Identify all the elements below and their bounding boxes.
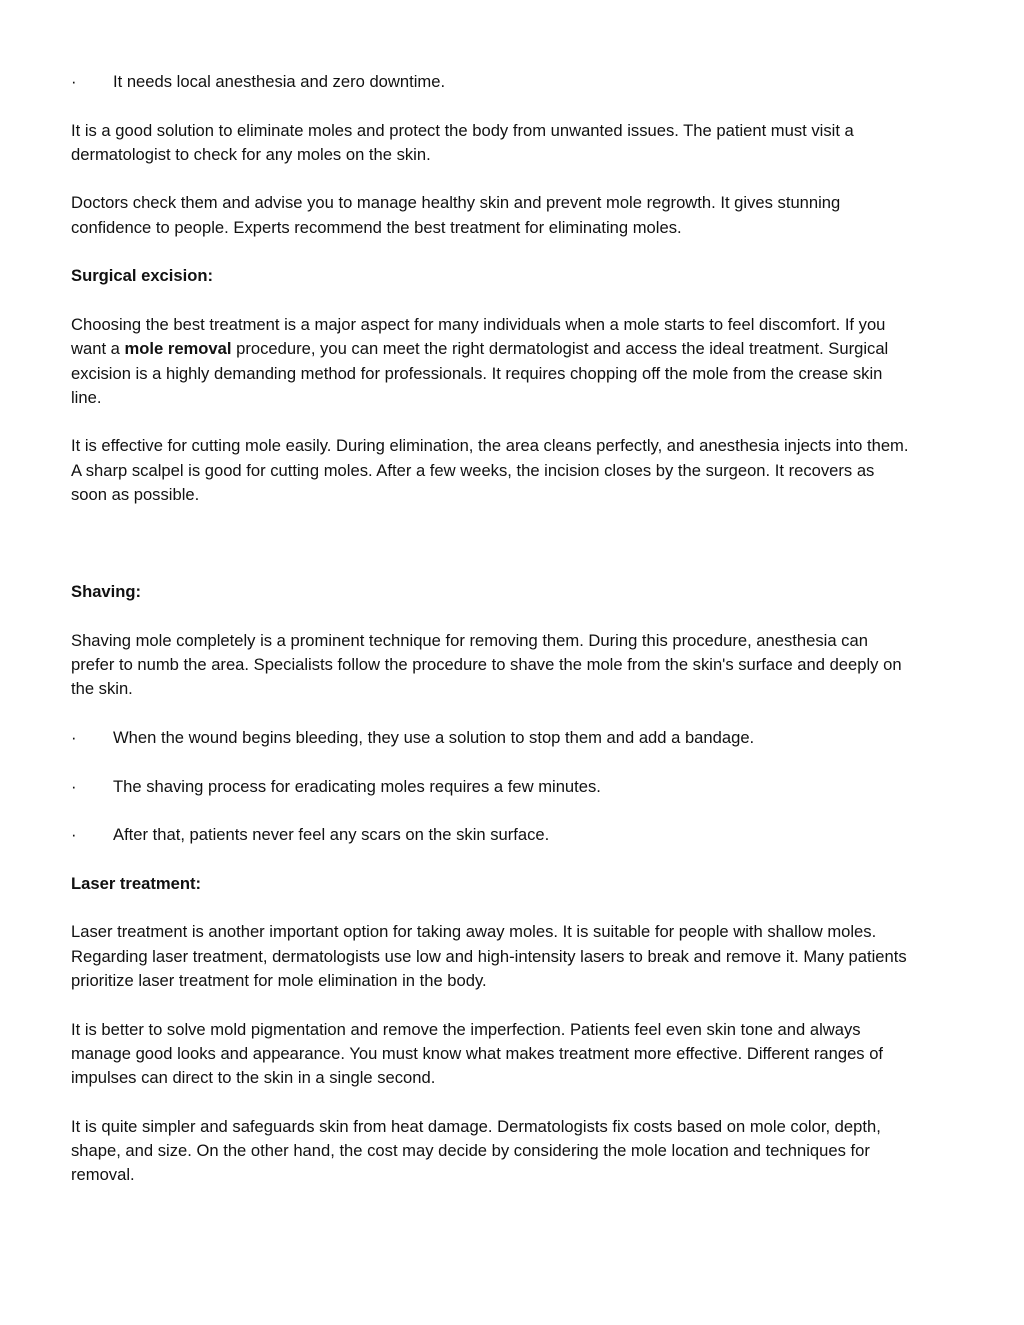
section-heading-laser: Laser treatment: xyxy=(71,873,202,893)
bullet-text: When the wound begins bleeding, they use a solution to stop them and add a bandage. xyxy=(113,728,755,748)
paragraph: Laser treatment is another important option for taking away moles. It is suitable for people with shallow moles. Regarding laser treatment, dermatologists use low and high-intensity lasers to break and remove it. Many patients prioritize laser treatment for mole elimination in the body. xyxy=(71,922,907,990)
section-heading-shaving: Shaving: xyxy=(71,582,142,602)
bullet-text: It needs local anesthesia and zero downtime. xyxy=(113,72,446,91)
paragraph: It is quite simpler and safeguards skin from heat damage. Dermatologists fix costs based on mole color, depth, shape, and size. On the other hand, the cost may decide by considering the mole location and techniques for removal. xyxy=(71,1116,881,1185)
list-item xyxy=(71,775,911,799)
bold-keyword: mole removal xyxy=(124,339,232,359)
paragraph: It is a good solution to eliminate moles and protect the body from unwanted issues. The patient must visit a dermatologist to check for any moles on the skin. xyxy=(71,120,854,164)
document-page xyxy=(71,70,911,1212)
paragraph: Doctors check them and advise you to manage healthy skin and prevent mole regrowth. It gives stunning confidence to people. Experts recommend the best treatment for eliminating moles. xyxy=(71,193,841,237)
bullet-text: After that, patients never feel any scars on the skin surface. xyxy=(113,825,550,845)
bullet-dot: · xyxy=(71,825,77,845)
list-item xyxy=(71,726,911,750)
bullet-dot: · xyxy=(71,776,77,796)
text-run: procedure, you can meet the right dermatologist and access the ideal treatment. Surgical excision is a highly demanding method for professionals. It requires chopping off the mole from the crease skin line. xyxy=(71,339,889,407)
bullet-dot: · xyxy=(71,728,77,748)
paragraph: Shaving mole completely is a prominent technique for removing them. During this procedure, anesthesia can prefer to numb the area. Specialists follow the procedure to shave the mole from the skin's surface and deeply on the skin. xyxy=(71,630,902,699)
bullet-dot: · xyxy=(71,72,77,91)
list-item xyxy=(71,70,911,94)
paragraph xyxy=(71,313,911,410)
list-item xyxy=(71,823,911,847)
paragraph: It is better to solve mold pigmentation and remove the imperfection. Patients feel even skin tone and always manage good looks and appearance. You must know what makes treatment more effective. Different ranges of impulses can direct to the skin in a single second. xyxy=(71,1019,884,1088)
paragraph: It is effective for cutting mole easily. During elimination, the area cleans perfectly, and anesthesia injects into them. A sharp scalpel is good for cutting moles. After a few weeks, the incision closes by the surgeon. It recovers as soon as possible. xyxy=(71,436,909,505)
bullet-text: The shaving process for eradicating moles requires a few minutes. xyxy=(113,776,601,796)
spacer xyxy=(71,532,911,581)
text-run: Choosing the best treatment is a major aspect for many individuals when a mole starts to feel discomfort. If you want a xyxy=(71,314,886,359)
section-heading-surgical: Surgical excision: xyxy=(71,266,214,286)
